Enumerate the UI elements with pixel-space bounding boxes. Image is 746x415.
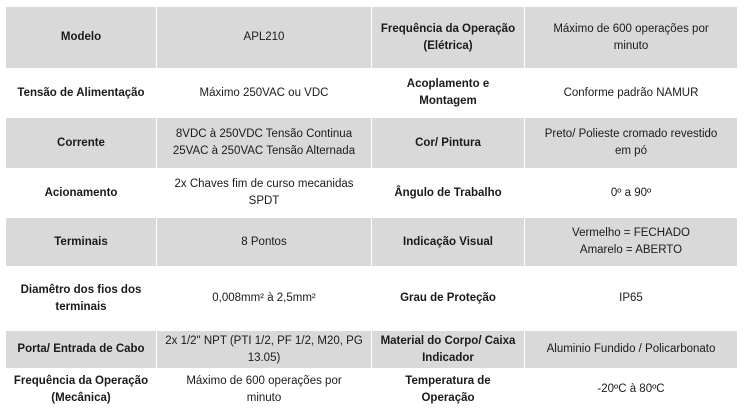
spec-row-diametro: [6, 267, 738, 331]
spec-value: 8 Pontos: [157, 218, 372, 267]
spec-row-tensao: [6, 69, 738, 118]
spec-value: 0,008mm² à 2,5mm²: [157, 267, 372, 331]
spec-value: Aluminio Fundido / Policarbonato: [525, 331, 738, 369]
spec-label: Acionamento: [6, 169, 157, 218]
spec-label: Terminais: [6, 218, 157, 267]
spec-value: Máximo 250VAC ou VDC: [157, 69, 372, 118]
spec-label: Diamêtro dos fios dos terminais: [6, 267, 157, 331]
spec-value: 2x 1/2" NPT (PTI 1/2, PF 1/2, M20, PG 13.05): [157, 331, 372, 369]
spec-label: Temperatura de Operação: [372, 369, 525, 411]
spec-label: Porta/ Entrada de Cabo: [6, 331, 157, 369]
spec-label: Tensão de Alimentação: [6, 69, 157, 118]
spec-value: 0º a 90º: [525, 169, 738, 218]
spec-value: Máximo de 600 operações por minuto: [157, 369, 372, 411]
spec-value: APL210: [157, 7, 372, 69]
spec-value: Vermelho = FECHADO Amarelo = ABERTO: [525, 218, 738, 267]
spec-label: Frequência da Operação (Mecânica): [6, 369, 157, 411]
spec-row-terminais: [6, 218, 738, 267]
spec-label: Ângulo de Trabalho: [372, 169, 525, 218]
spec-label: Frequência da Operação (Elétrica): [372, 7, 525, 69]
spec-value: IP65: [525, 267, 738, 331]
spec-row-corrente: [6, 118, 738, 169]
spec-label: Indicação Visual: [372, 218, 525, 267]
spec-value: Máximo de 600 operações por minuto: [525, 7, 738, 69]
specification-table: [5, 6, 738, 411]
spec-row-modelo: [6, 7, 738, 69]
spec-label: Corrente: [6, 118, 157, 169]
spec-value: Conforme padrão NAMUR: [525, 69, 738, 118]
spec-label: Grau de Proteção: [372, 267, 525, 331]
spec-value: 2x Chaves fim de curso mecanidas SPDT: [157, 169, 372, 218]
spec-label: Acoplamento e Montagem: [372, 69, 525, 118]
spec-value: 8VDC à 250VDC Tensão Continua 25VAC à 250VAC Tensão Alternada: [157, 118, 372, 169]
spec-label: Modelo: [6, 7, 157, 69]
spec-label: Material do Corpo/ Caixa Indicador: [372, 331, 525, 369]
spec-row-frequencia-mecanica: [6, 369, 738, 411]
spec-value: -20ºC à 80ºC: [525, 369, 738, 411]
spec-label: Cor/ Pintura: [372, 118, 525, 169]
spec-row-porta: [6, 331, 738, 369]
spec-value: Preto/ Polieste cromado revestido em pó: [525, 118, 738, 169]
spec-row-acionamento: [6, 169, 738, 218]
